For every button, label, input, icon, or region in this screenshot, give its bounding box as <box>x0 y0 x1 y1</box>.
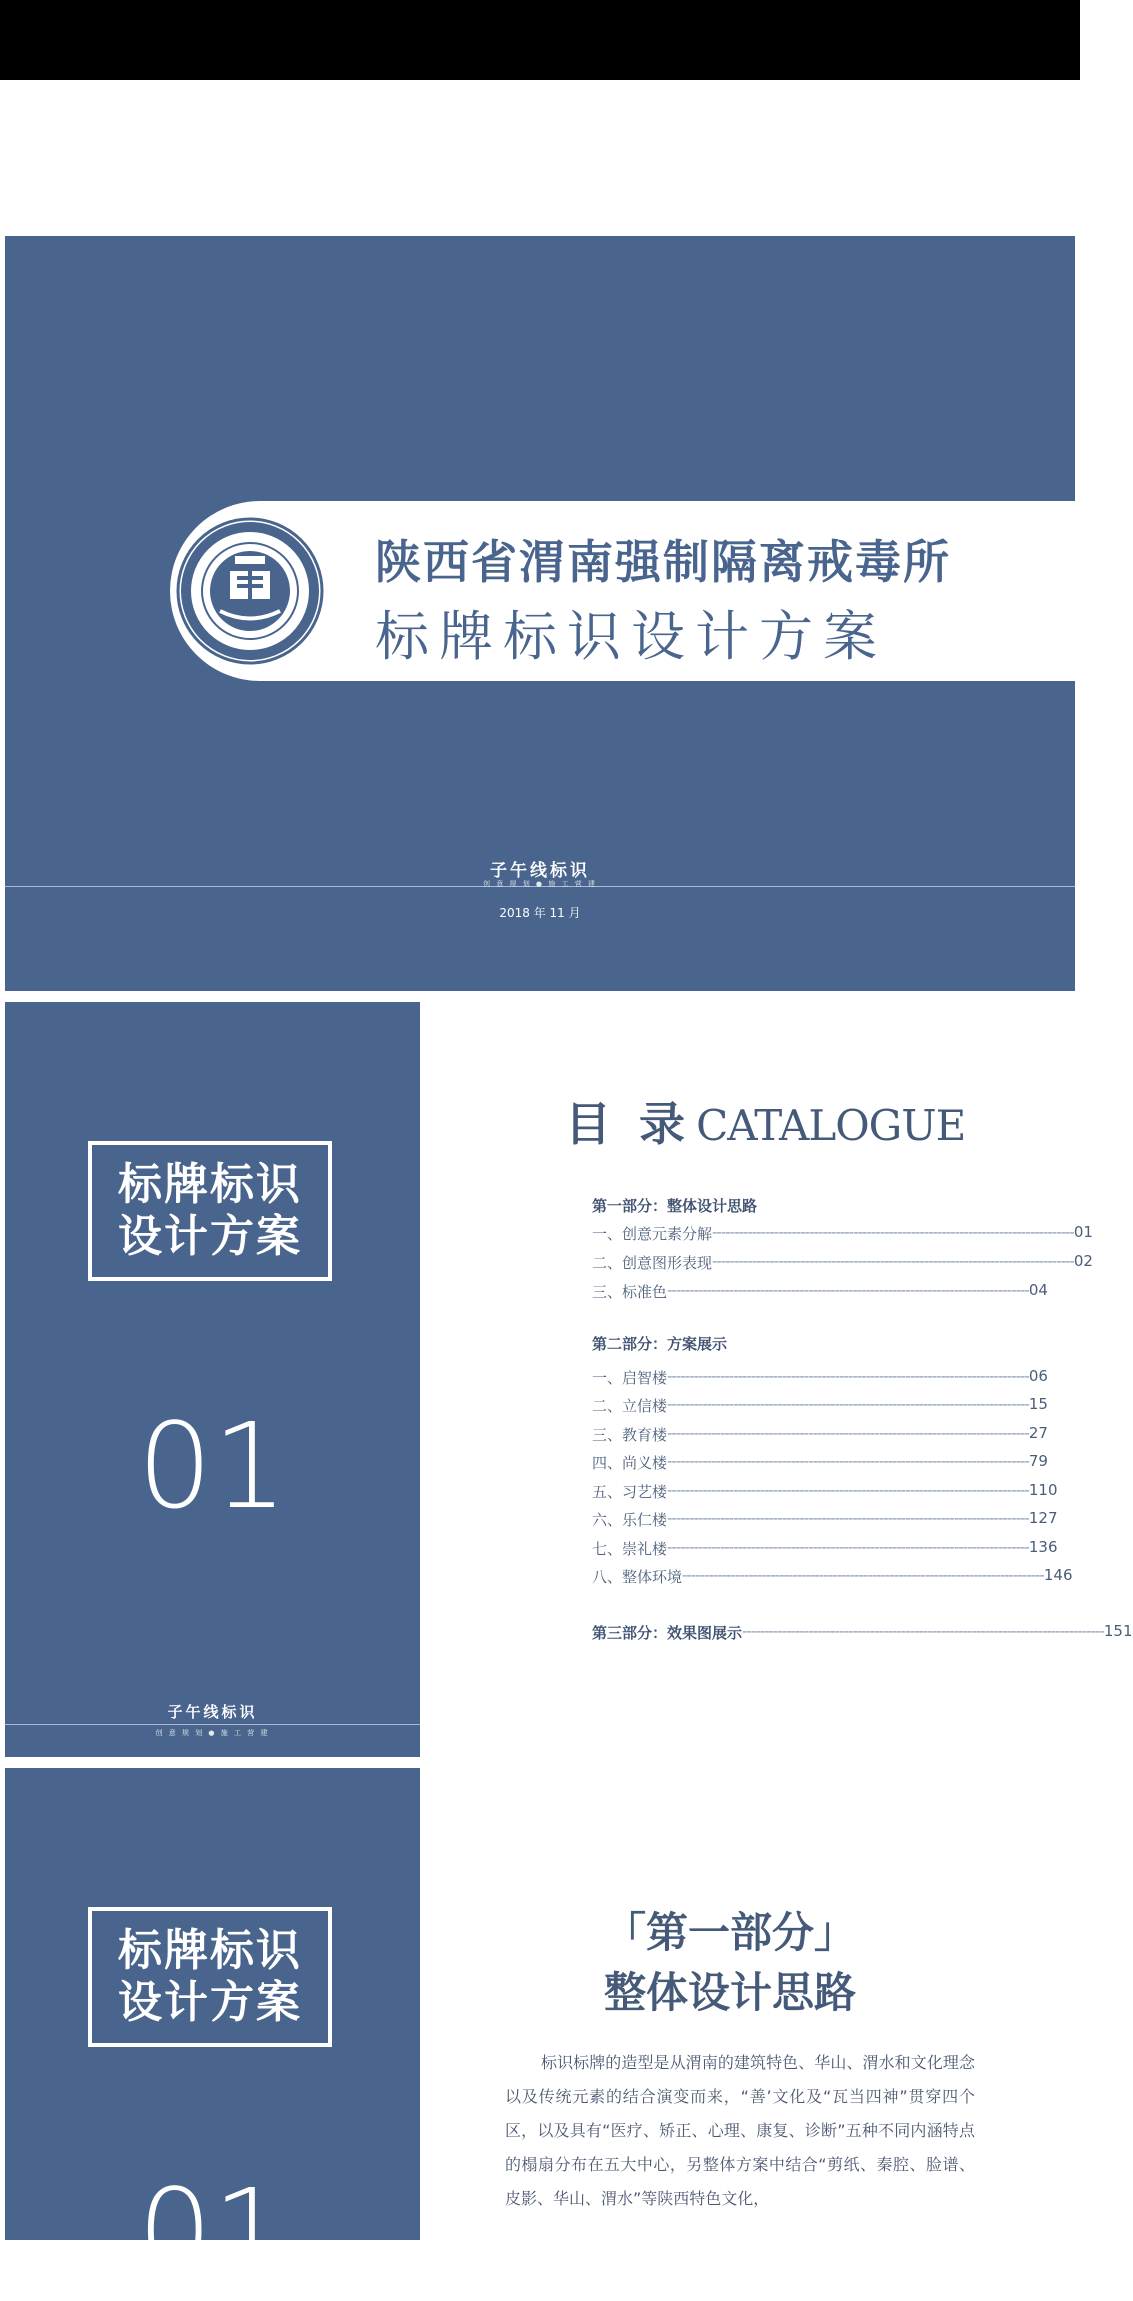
catalogue-title <box>565 1088 965 1154</box>
brand-name: 子午线标识 <box>490 861 590 881</box>
toc-label: 第三部分：效果图展示 <box>592 1624 743 1642</box>
part1-heading: 第一部分：整体设计思路 <box>592 1197 758 1215</box>
toc-leader: ---------------------------------------------------------------------------------- <box>667 1424 1029 1442</box>
toc-item[interactable] <box>592 1566 1073 1587</box>
toc-item[interactable] <box>592 1367 1048 1388</box>
catalogue-title-cn: 目 录 <box>565 1097 692 1151</box>
brand-tagline: 创 意 规 划 ● 施 工 营 建 <box>483 880 597 888</box>
toc-item[interactable] <box>592 1281 1048 1302</box>
section-number: 01 <box>137 1397 288 1535</box>
cover-date: 2018 年 11 月 <box>499 906 581 920</box>
toc-item[interactable] <box>592 1452 1048 1473</box>
side-brand <box>5 1701 420 1722</box>
toc-leader: ---------------------------------------------------------------------------------- <box>667 1481 1029 1499</box>
toc-page: 02 <box>1073 1252 1093 1270</box>
toc-item[interactable] <box>592 1252 1093 1273</box>
toc-item[interactable] <box>592 1509 1058 1530</box>
box-line1: 标牌标识 <box>118 1925 302 1976</box>
brand-tagline: 创 意 规 划 ● 施 工 营 建 <box>155 1729 270 1737</box>
side-brand-sub-wrap <box>5 1726 420 1738</box>
toc-page: 136 <box>1028 1538 1058 1556</box>
toc-label: 三、教育楼 <box>592 1426 668 1444</box>
toc-page: 06 <box>1028 1367 1048 1385</box>
toc-label: 八、整体环境 <box>592 1568 683 1586</box>
toc-label: 五、习艺楼 <box>592 1483 668 1501</box>
cover-title-line2: 标牌标识设计方案 <box>375 605 887 668</box>
part1-title-line1: 「第一部分」 <box>603 1908 856 1957</box>
toc-label: 七、崇礼楼 <box>592 1540 668 1558</box>
toc-item[interactable] <box>592 1223 1093 1244</box>
toc-page: 127 <box>1028 1509 1058 1527</box>
toc-page: 151 <box>1103 1622 1133 1640</box>
box-line1: 标牌标识 <box>118 1159 302 1210</box>
title-box <box>88 1141 332 1281</box>
cover-title-line1: 陕西省渭南强制隔离戒毒所 <box>375 535 951 589</box>
toc-label: 二、创意图形表现 <box>592 1254 713 1272</box>
part1-paragraph: 标识标牌的造型是从渭南的建筑特色、华山、渭水和文化理念以及传统元素的结合演变而来，“善’文化及“瓦当四神”贯穿四个区，以及具有“医疗、矫正、心理、康复、诊断”五种不同内涵特点的榻扇分布在五大中心，另整体方案中结合“剪纸、秦腔、脸谱、皮影、华山、渭水”等陕西特色文化， <box>505 2053 975 2208</box>
toc-page: 146 <box>1043 1566 1073 1584</box>
cover-slide <box>5 236 1075 991</box>
toc-leader: ---------------------------------------------------------------------------------- <box>742 1622 1104 1640</box>
side-divider <box>5 1724 420 1725</box>
toc-leader: ---------------------------------------------------------------------------------- <box>712 1223 1074 1241</box>
toc-page: 110 <box>1028 1481 1058 1499</box>
part1-title-line2: 整体设计思路 <box>603 1968 856 2017</box>
toc-item[interactable] <box>592 1538 1058 1559</box>
toc-page: 01 <box>1073 1223 1093 1241</box>
box-line2: 设计方案 <box>118 1977 302 2028</box>
toc-leader: ---------------------------------------------------------------------------------- <box>667 1452 1029 1470</box>
toc-leader: ---------------------------------------------------------------------------------- <box>667 1538 1029 1556</box>
part1-side-panel <box>5 1768 420 2301</box>
catalogue-title-en: CATALOGUE <box>696 1101 966 1150</box>
title-box <box>88 1907 332 2047</box>
toc-label: 一、启智楼 <box>592 1369 668 1387</box>
toc-page: 27 <box>1028 1424 1048 1442</box>
toc-page: 04 <box>1028 1281 1048 1299</box>
toc-item-part3[interactable] <box>592 1622 1133 1643</box>
status-bar <box>0 0 1080 80</box>
toc-leader: ---------------------------------------------------------------------------------- <box>712 1252 1074 1270</box>
toc-leader: ---------------------------------------------------------------------------------- <box>667 1509 1029 1527</box>
toc-leader: ---------------------------------------------------------------------------------- <box>667 1367 1029 1385</box>
toc-label: 四、尚义楼 <box>592 1454 668 1472</box>
toc-item[interactable] <box>592 1395 1048 1416</box>
toc-label: 六、乐仁楼 <box>592 1511 668 1529</box>
box-line2: 设计方案 <box>118 1211 302 1262</box>
toc-item[interactable] <box>592 1424 1048 1445</box>
toc-item[interactable] <box>592 1481 1058 1502</box>
section-number: 01 <box>137 2163 288 2301</box>
toc-label: 二、立信楼 <box>592 1397 668 1415</box>
toc-page: 15 <box>1028 1395 1048 1413</box>
seal-emblem-icon <box>175 516 325 666</box>
brand-name: 子午线标识 <box>167 1703 258 1721</box>
toc-label: 三、标准色 <box>592 1283 668 1301</box>
toc-label: 一、创意元素分解 <box>592 1225 713 1243</box>
toc-page: 79 <box>1028 1452 1048 1470</box>
cover-brand-sub-wrap <box>5 877 1075 889</box>
catalogue-side-panel <box>5 1002 420 1757</box>
toc-leader: ---------------------------------------------------------------------------------- <box>682 1566 1044 1584</box>
part2-heading: 第二部分：方案展示 <box>592 1335 728 1353</box>
toc-leader: ---------------------------------------------------------------------------------- <box>667 1281 1029 1299</box>
toc-leader: ---------------------------------------------------------------------------------- <box>667 1395 1029 1413</box>
